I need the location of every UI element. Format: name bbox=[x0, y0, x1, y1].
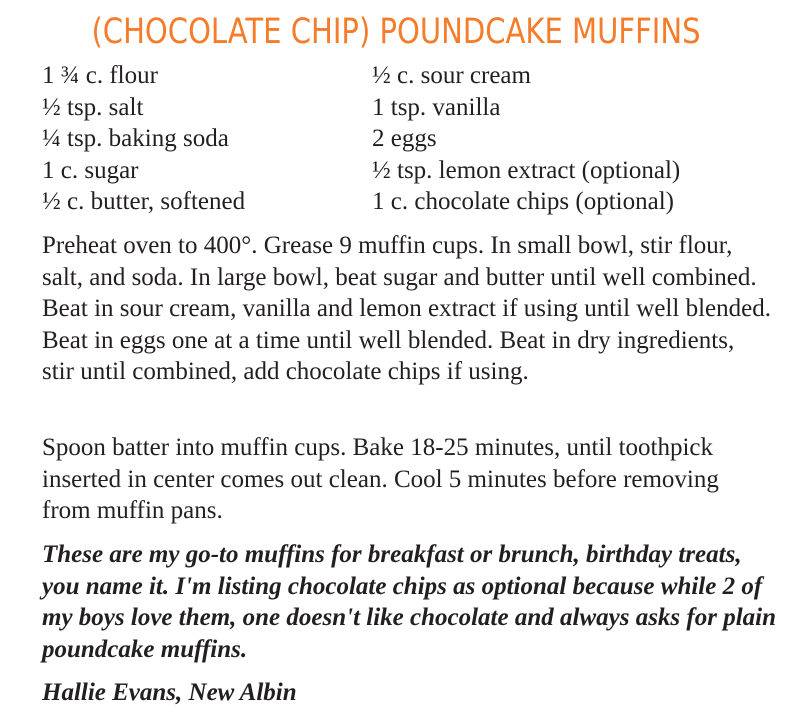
directions-paragraph: Spoon batter into muffin cups. Bake 18-25 minutes, until toothpick inserted in center comes out clean. Cool 5 minutes before removing from muffin pans. bbox=[42, 434, 719, 524]
ingredient-row bbox=[42, 60, 762, 92]
ingredient-row bbox=[42, 155, 762, 187]
ingredient-item: 1 tsp. vanilla bbox=[372, 93, 501, 121]
ingredient-item: ½ tsp. lemon extract (optional) bbox=[372, 156, 681, 184]
recipe-note: These are my go-to muffins for breakfast or brunch, birthday treats, you name it. I'm listing chocolate chips as optional because while 2 of my boys love them, one doesn't like chocolate and always asks for plain poundcake muffins. bbox=[42, 541, 776, 663]
ingredient-item: 1 c. chocolate chips (optional) bbox=[372, 188, 674, 215]
ingredient-row bbox=[42, 92, 762, 124]
ingredient-item: ½ c. sour cream bbox=[372, 62, 531, 89]
ingredient-item: ½ c. butter, softened bbox=[42, 188, 246, 215]
recipe-author: Hallie Evans, New Albin bbox=[42, 679, 297, 706]
ingredient-row bbox=[42, 123, 762, 155]
ingredient-item: 1 ¾ c. flour bbox=[42, 62, 158, 89]
ingredient-item: ½ tsp. salt bbox=[42, 93, 144, 121]
directions-paragraph: Preheat oven to 400°. Grease 9 muffin cups. In small bowl, stir flour, salt, and soda. In large bowl, beat sugar and butter until well combined. Beat in sour cream, vanilla and lemon extract if using until well blended. Beat in eggs one at a time until well blended. Beat in dry ingredients, stir until combined, add chocolate chips if using. bbox=[42, 232, 771, 385]
recipe-title: (CHOCOLATE CHIP) POUNDCAKE MUFFINS bbox=[91, 12, 701, 52]
ingredient-item: 2 eggs bbox=[372, 125, 437, 152]
ingredient-item: ¼ tsp. baking soda bbox=[42, 125, 229, 152]
ingredients-list bbox=[42, 60, 762, 218]
ingredient-item: 1 c. sugar bbox=[42, 156, 139, 184]
ingredient-row bbox=[42, 186, 762, 218]
